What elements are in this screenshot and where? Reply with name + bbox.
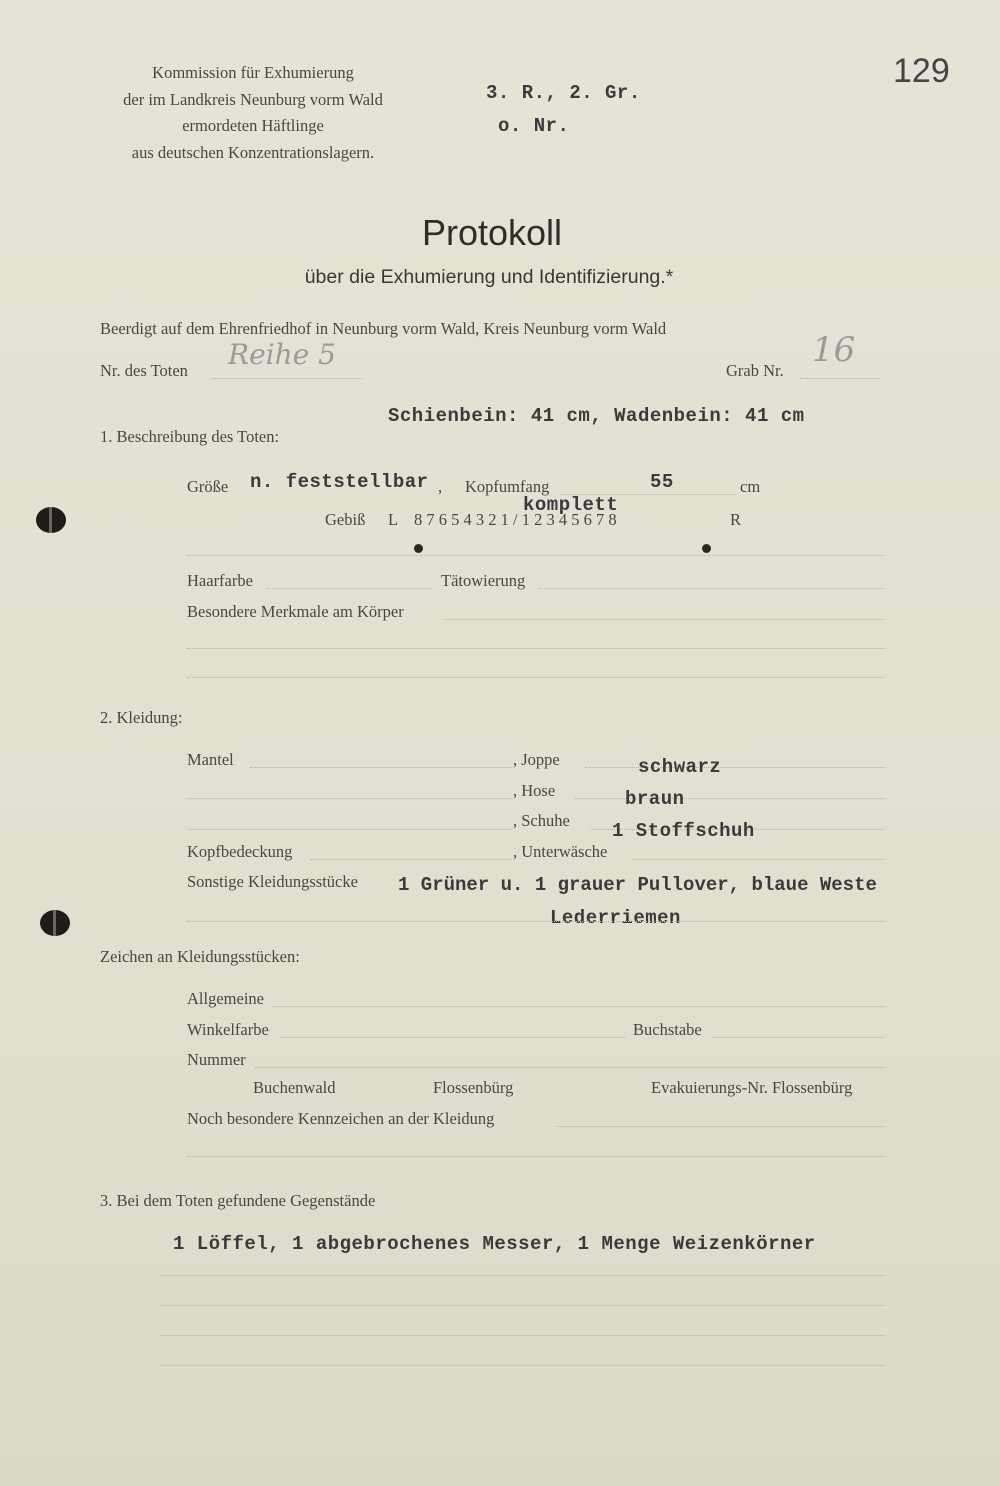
head-circumference-unit: cm: [740, 477, 761, 496]
header-line-3: ermordeten Häftlinge: [182, 116, 324, 135]
document-title: Protokoll: [421, 212, 563, 253]
found-items-line-1: [160, 1275, 885, 1276]
found-items-line-3: [160, 1335, 885, 1336]
burial-location: Beerdigt auf dem Ehrenfriedhof in Neunburg vorm Wald, Kreis Neunburg vorm Wald: [100, 319, 667, 338]
number-label: Nummer: [187, 1050, 246, 1069]
trousers-value: braun: [625, 788, 685, 810]
document-subtitle: über die Exhumierung und Identifizierung.*: [304, 266, 674, 288]
grave-number-label: Grab Nr.: [726, 361, 784, 380]
hair-color-line: [266, 588, 431, 589]
other-marks-line-2: [187, 1156, 885, 1157]
clothing-line-3: [187, 829, 512, 830]
other-clothing-line-2: [187, 921, 885, 922]
clothing-signs-heading: Zeichen an Kleidungsstücken:: [100, 947, 300, 966]
general-label: Allgemeine: [187, 989, 264, 1008]
reference-number: o. Nr.: [498, 115, 570, 137]
head-circumference-value: 55: [650, 471, 674, 493]
section3-heading: 3. Bei dem Toten gefundene Gegenstände: [100, 1191, 376, 1210]
section2-heading: 2. Kleidung:: [100, 708, 183, 727]
teeth-extra-line: [187, 555, 885, 556]
header-line-1: Kommission für Exhumierung: [152, 63, 354, 82]
underwear-line: [632, 859, 885, 860]
punch-hole-top: [36, 507, 66, 533]
camp-buchenwald: Buchenwald: [253, 1078, 336, 1097]
size-comma: ,: [438, 477, 443, 496]
camp-flossenbuerg: Flossenbürg: [433, 1078, 514, 1097]
tattoo-label: Tätowierung: [441, 571, 526, 590]
size-label: Größe: [187, 477, 229, 496]
other-clothing-value-2: Lederriemen: [550, 907, 681, 929]
jacket-label: , Joppe: [513, 750, 560, 769]
head-circumference-label: Kopfumfang: [465, 477, 550, 496]
header-line-4: aus deutschen Konzentrationslagern.: [131, 142, 375, 162]
trousers-label: , Hose: [513, 781, 556, 800]
teeth-right: R: [730, 510, 742, 529]
other-marks-line: [556, 1126, 885, 1127]
typed-measurements: Schienbein: 41 cm, Wadenbein: 41 cm: [388, 405, 805, 427]
other-clothing-value-1: 1 Grüner u. 1 grauer Pullover, blaue Weste: [398, 874, 877, 896]
grave-number-handwritten: 16: [812, 330, 856, 370]
trousers-line: [575, 798, 885, 799]
header-line-2: der im Landkreis Neunburg vorm Wald: [123, 89, 383, 109]
coat-line: [250, 767, 512, 768]
jacket-line: [585, 767, 885, 768]
section1-heading: 1. Beschreibung des Toten:: [100, 427, 280, 446]
body-marks-line-3: [187, 677, 885, 678]
other-clothing-label: Sonstige Kleidungsstücke: [187, 872, 358, 891]
jacket-value: schwarz: [638, 756, 722, 778]
teeth-label: Gebiß: [325, 510, 366, 529]
headwear-label: Kopfbedeckung: [187, 842, 293, 861]
teeth-note: komplett: [523, 494, 619, 516]
dead-number-handwritten: Reihe 5: [228, 338, 336, 371]
body-marks-line: [444, 619, 885, 620]
other-marks-label: Noch besondere Kennzeichen an der Kleidung: [187, 1109, 495, 1128]
grave-number-line: [800, 378, 880, 379]
found-items-value: 1 Löffel, 1 abgebrochenes Messer, 1 Menge Weizenkörner: [173, 1233, 816, 1255]
coat-label: Mantel: [187, 750, 234, 769]
dead-number-label: Nr. des Toten: [100, 361, 188, 380]
shoes-value: 1 Stoffschuh: [612, 820, 755, 842]
letter-label: Buchstabe: [633, 1020, 702, 1039]
evacuation-number-label: Evakuierungs-Nr. Flossenbürg: [651, 1078, 853, 1097]
teeth-left: L: [388, 510, 399, 529]
triangle-color-line: [280, 1037, 625, 1038]
page-number: 129: [893, 52, 950, 90]
found-items-line-2: [160, 1305, 885, 1306]
underwear-label: , Unterwäsche: [513, 842, 608, 861]
punch-hole-bottom: [40, 910, 70, 936]
headwear-line: [310, 859, 512, 860]
size-value: n. feststellbar: [250, 471, 429, 493]
reference-row-group: 3. R., 2. Gr.: [486, 82, 641, 104]
dead-number-line: [212, 378, 362, 379]
body-marks-line-2: [187, 648, 885, 649]
general-line: [272, 1006, 885, 1007]
commission-header: [100, 60, 406, 166]
shoes-label: , Schuhe: [513, 811, 570, 830]
missing-tooth-mark-right: [702, 544, 711, 553]
triangle-color-label: Winkelfarbe: [187, 1020, 269, 1039]
missing-tooth-mark-left: [414, 544, 423, 553]
teeth-chart: 8 7 6 5 4 3 2 1 / 1 2 3 4 5 6 7 8: [414, 510, 617, 529]
letter-line: [712, 1037, 885, 1038]
body-marks-label: Besondere Merkmale am Körper: [187, 602, 404, 621]
hair-color-label: Haarfarbe: [187, 571, 253, 590]
clothing-line-2: [187, 798, 512, 799]
number-line: [255, 1067, 885, 1068]
tattoo-line: [538, 588, 885, 589]
found-items-line-4: [160, 1365, 885, 1366]
